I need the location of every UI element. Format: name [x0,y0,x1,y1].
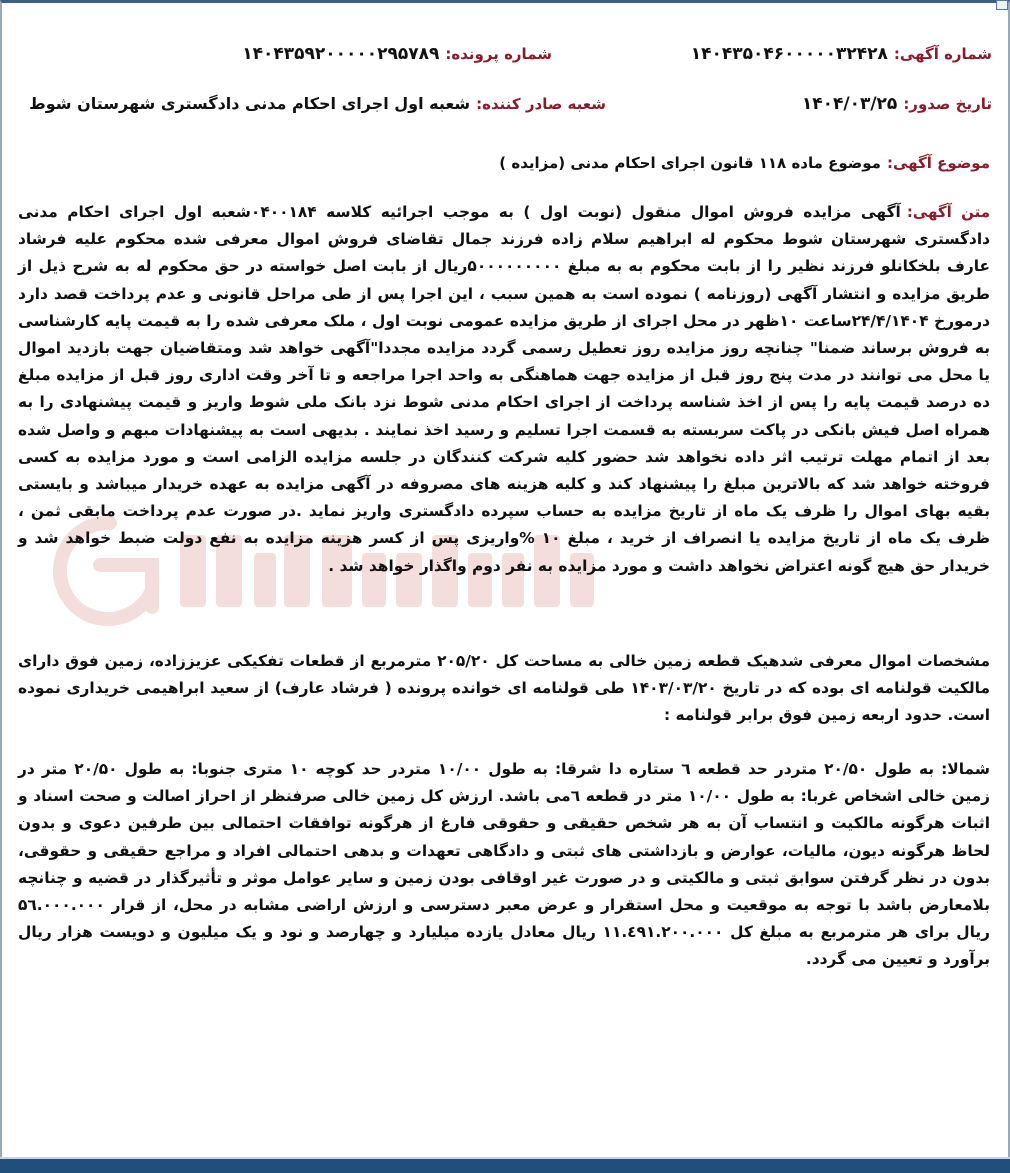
subject-label: موضوع آگهی: [886,154,990,172]
issue-date: ۱۴۰۴/۰۳/۲۵ [801,94,898,114]
notice-body-paragraph-3 [18,756,990,974]
issuing-branch: شعبه اول اجرای احکام مدنی دادگستری شهرستان شوط [29,94,471,113]
notice-number-label: شماره آگهی: [893,45,992,63]
bottom-bar [0,1159,1010,1173]
issuing-branch-label: شعبه صادر کننده: [476,95,606,113]
notice-body-paragraph-1 [18,199,990,580]
subject-row [499,154,990,172]
window-corner-box [996,0,1008,10]
notice-text-label: متن آگهی: [906,203,990,221]
paragraph-3-text: شمالا: به طول ۲۰/۵۰ متردر حد قطعه ٦ ستاره دا شرقا: به طول ۱۰/۰۰ متردر حد کوچه ۱۰ متری جنوبا: به طول ۲۰/۵۰ متر در زمین خالی اشخاص غربا: به طول ۱۰/۰۰ متر در قطعه ٦می باشد. ارزش کل زمین خالی صرفنظر از احراز اصالت و صحت اسناد و اثبات هرگونه مالکیت و انتساب آن به هر شخص حقیقی و حقوقی فارغ از هرگونه توافقات احتمالی بین طرفین دعوی و بدون لحاظ هرگونه دیون، مالیات، عوارض و بازداشتی های ثبتی و دادگاهی تعهدات و بدهی احتمالی افراد و مراجع حقیقی و حقوقی، بدون در نظر گرفتن سوابق ثبتی و مالکیتی و در صورت غیر اوقافی بودن زمین و سایر عوامل موثر و تأثیرگذار در قضیه و چنانچه بلامعارض باشد با توجه به موقعیت و محل استقرار و عرض معبر دسترسی و ارزش اراضی مشابه در محل، از قرار ۵٦.۰۰۰.۰۰۰ ریال برای هر مترمربع به مبلغ کل ۱۱.٤۹۱.۲۰۰.۰۰۰ ریال معادل یازده میلیارد و چهارصد و نود و یک میلیون و دویست هزار ریال برآورد و تعیین می گردد. [18,760,990,969]
issue-date-label: تاریخ صدور: [903,95,992,113]
notice-number: ۱۴۰۴۳۵۰۴۶۰۰۰۰۰۳۲۴۲۸ [690,44,888,64]
paragraph-2-text: مشخصات اموال معرفی شدهیک قطعه زمین خالی به مساحت کل ۲۰۵/۲۰ مترمربع از قطعات تفکیکی عزیززاده، زمین فوق دارای مالکیت قولنامه ای بوده که در تاریخ ۱۴۰۳/۰۳/۲۰ طی قولنامه ای خوانده پرونده ( فرشاد عارف) از سعید ابراهیمی خریداری نموده است. حدود اربعه زمین فوق برابر قولنامه : [18,652,990,725]
issuing-branch-row [29,94,606,113]
case-number-label: شماره پرونده: [445,45,552,63]
notice-number-row [691,44,992,64]
paragraph-1-text: آگهی مزایده فروش اموال منقول (نوبت اول ) به موجب اجرائیه کلاسه ۰۴۰۰۱۸۴شعبه اول اجرای احکام مدنی دادگستری شهرستان شوط محکوم له ابراهیم سلام زاده فرزند جمال تقاضای فروش اموال معرفی شده محکوم علیه فرشاد عارف بلخکانلو فرزند نظیر را از بابت محکوم به به مبلغ ۵۰۰۰۰۰۰۰۰۰ریال از بابت اصل خواسته در حق محکوم له به شرح ذیل از طریق مزایده و انتشار آگهی (روزنامه ) نموده است به همین سبب ، این اجرا پس از طی مراحل قانونی و عدم پرداخت قصد دارد درمورخ ۲۴/۴/۱۴۰۴ساعت ۱۰ظهر در محل اجرای از طریق مزایده عمومی نوبت اول ، ملک معرفی شده را به قیمت پایه کارشناسی به فروش برساند ضمنا" چنانچه روز مزایده روز تعطیل رسمی گردد مزایده مجددا"آگهی خواهد شد ومتقاضیان جهت بازدید اموال یا محل می توانند در مدت پنج روز قبل از مزایده جهت هماهنگی به واحد اجرا مراجعه و تا آخر وقت اداری روز قبل از مزایده مبلغ ده درصد قیمت پایه را پس از اخذ شناسه پرداخت از اجرای احکام مدنی شوط نزد بانک ملی شوط واریز و قیمت پیشنهادی را به همراه اصل فیش بانکی در پاکت سربسته به قسمت اجرا تسلیم و رسید اخذ نمایند . بدیهی است به پیشنهادات مبهم و واصل شده بعد از اتمام مهلت ترتیب اثر داده نخواهد شد حضور کلیه شرکت کنندگان در جلسه مزایده الزامی است و مورد مزایده به کسی فروخته خواهد شد که بالاترین مبلغ را پیشنهاد کند و کلیه هزینه های مصروفه در آگهی مزایده به عهده خریدار میباشد و بایستی بقیه بهای اموال را ظرف یک ماه از تاریخ مزایده به حساب سپرده دادگستری واریز نماید .در صورت عدم پرداخت مابقی ثمن ، ظرف یک ماه از تاریخ مزایده یا انصراف از خرید ، مبلغ ۱۰ %واریزی پس از کسر هزینه مزایده به نفع دولت ضبط خواهد شد و خریدار حق هیچ گونه اعتراض نخواهد داشت و مورد مزایده به نفر دوم واگذار خواهد شد . [18,203,990,575]
issue-date-row [802,94,992,114]
case-number: ۱۴۰۴۳۵۹۲۰۰۰۰۰۲۹۵۷۸۹ [242,44,440,64]
subject: موضوع ماده ۱۱۸ قانون اجرای احکام مدنی (مزایده ) [499,154,881,172]
case-number-row [242,44,552,64]
notice-body-paragraph-2 [18,648,990,730]
